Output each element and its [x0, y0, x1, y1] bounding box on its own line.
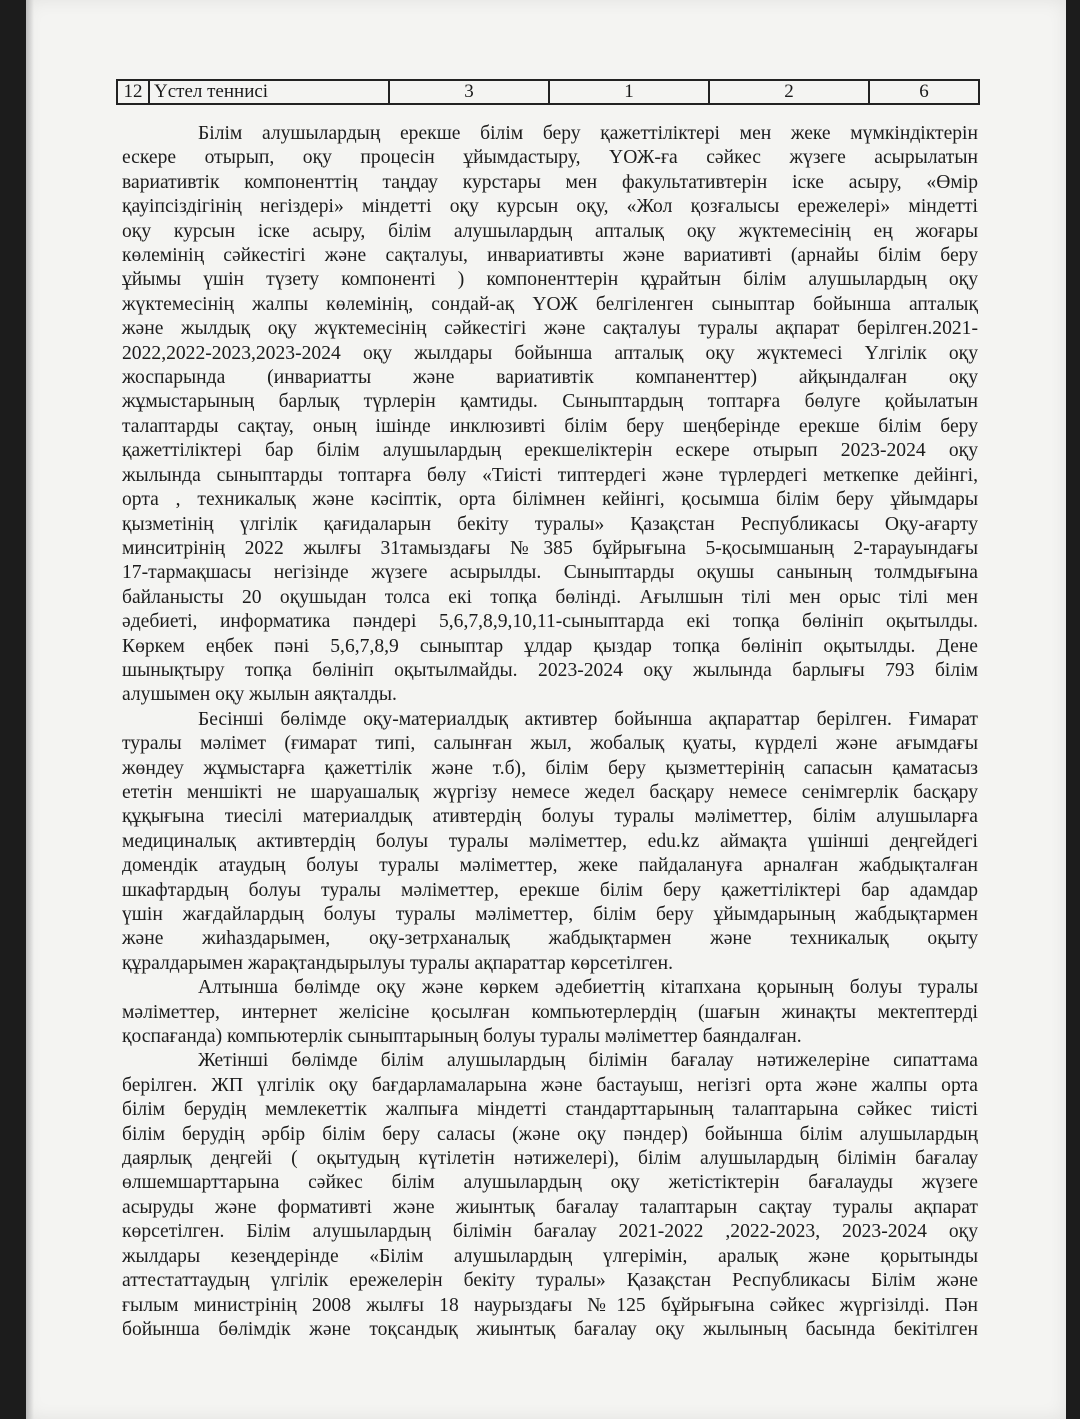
text-line: байланысты 20 оқушыдан толса екі топқа бөлінді. Ағылшын тілі мен орыс тілі мен — [122, 586, 978, 608]
text-line: және жиһаздарымен, оқу-зетрханалық жабдықтармен және техникалық оқыту — [122, 928, 978, 950]
text-line: оқу курсын іске асыру, білім алушылардың апталық оқу жүктемесінің ең жоғары — [122, 220, 978, 242]
subject-name-cell: Үстел теннисі — [149, 80, 389, 104]
text-line: өлшемшарттарына сәйкес білім алушылардың оқу жетістіктерін бағалауды жүзеге — [122, 1172, 978, 1194]
text-line: мәліметтер, интернет желісіне қосылған компьютерлердің (шағын жинақты мектептерді — [122, 1001, 978, 1023]
text-line: жылында сыныптарды топтарға бөлу «Тиісті типтердегі және түрлердегі меткепке дейінгі, — [122, 464, 978, 486]
value-cell: 6 — [869, 80, 979, 104]
text-line: аттестаттаудың үлгілік ережелерін бекіту туралы» Қазақстан Республикасы Білім және — [122, 1270, 978, 1292]
text-line: ескере отырып, оқу процесін ұйымдастыру, ҮОЖ-ға сәйкес жүзеге асырылатын — [122, 147, 978, 169]
text-line: домендік атаудың болуы туралы мәліметтер, жеке пайдалануға арналған жабдықталған — [122, 855, 978, 877]
text-line: жөндеу жұмыстарға қажеттілік және т.б), білім беру қызметтерінің сапасын қаматасыз — [122, 757, 978, 779]
text-line: минситрінің 2022 жылғы 31тамыздағы №385 бұйрығына 5-қосымшаның 2-тарауындағы — [122, 537, 978, 559]
text-line: шынықтыру топқа бөлініп оқытылмайды. 2023-2024 оқу жылында барлығы 793 білім — [122, 659, 978, 681]
text-line: Көркем еңбек пәні 5,6,7,8,9 сыныптар ұлдар қыздар топқа бөлініп оқытылды. Дене — [122, 635, 978, 657]
text-line: қауіпсіздігінің негіздері» міндетті оқу курсын оқу, «Жол қозғалысы ережелері» міндетті — [122, 196, 978, 218]
text-line: туралы мәлімет (ғимарат типі, салынған жыл, жобалық қуаты, күрделі және ағымдағы — [122, 733, 978, 755]
text-line: және жылдық оқу жүктемесінің сәйкестігі және сақталуы туралы ақпарат берілген.2021- — [122, 318, 978, 340]
text-line: Білім алушылардың ерекше білім беру қажеттіліктері мен жеке мүмкіндіктерін — [198, 123, 978, 144]
text-line: алушымен оқу жылын аяқталды. — [122, 684, 397, 706]
text-line: 2022,2022-2023,2023-2024 оқу жылдары бойынша апталық оқу жүктемесі Үлгілік оқу — [122, 342, 978, 364]
paragraph — [122, 122, 978, 708]
text-line: жұмыстарының барлық түрлерін қамтиды. Сыныптардың топтарға бөлуге қойылатын — [122, 391, 978, 413]
text-line: үшін жағдайлардың болуы туралы мәліметтер, білім беру ұйымдарының жабдықтармен — [122, 904, 978, 925]
subject-hours-table — [116, 79, 980, 105]
text-line: Бесінші бөлімде оқу-материалдық активтер бойынша ақпараттар берілген. Ғимарат — [198, 708, 978, 730]
value-cell: 2 — [709, 80, 869, 104]
text-line: қызметінің үлгілік қағидаларын бекіту туралы» Қазақстан Республикасы Оқу-ағарту — [122, 513, 978, 535]
text-line: бойынша бөлімдік және тоқсандық жиынтық бағалау оқу жылының басында бекітілген — [122, 1318, 978, 1340]
text-line: жоспарында (инвариатты және вариативтік компаненттер) айқындалған оқу — [122, 367, 978, 389]
text-line: талаптарды сақтау, оның ішінде инклюзивті білім беру шеңберінде ерекше білім беру — [122, 415, 978, 437]
text-line: жылдары кезеңдерінде «Білім алушылардың үлгерімін, аралық және қорытынды — [122, 1245, 978, 1267]
text-line: Алтынша бөлімде оқу және көркем әдебиеттің кітапхана қорының болуы туралы — [198, 977, 978, 999]
text-line: білім берудің мемлекеттік жалпыға міндетті стандарттарының талаптарына сәйкес тиісті — [122, 1099, 978, 1121]
value-cell: 1 — [549, 80, 709, 104]
text-line: Жетінші бөлімде білім алушылардың білімін бағалау нәтижелеріне сипаттама — [198, 1050, 978, 1072]
paragraph — [122, 1049, 978, 1342]
text-line: білім берудің әрбір білім беру саласы (және оқу пәндер) бойынша білім алушылардың — [122, 1123, 978, 1145]
text-line: асыруды және формативті және жиынтық бағалау талаптарын сақтау туралы ақпарат — [122, 1196, 978, 1218]
text-line: ғылым министрінің 2008 жылғы 18 наурыздағы №125 бұйрығына сәйкес жүргізілді. Пән — [122, 1294, 978, 1316]
text-line: жүктемесінің жалпы көлемінің, сондай-ақ ҮОЖ белгіленген сыныптар бойынша апталық — [122, 293, 978, 315]
text-line: құралдарымен жарақтандырылуы туралы ақпараттар көрсетілген. — [122, 952, 673, 974]
text-line: даярлық деңгейі ( оқытудың күтілетін нәтижелері), білім алушылардың білімін бағалау — [122, 1148, 978, 1170]
text-line: медициналық активтердің болуы туралы мәліметтер, edu.kz аймақта үшінші деңгейдегі — [122, 830, 978, 852]
text-line: орта , техникалық және кәсіптік, орта білімнен кейінгі, қосымша білім беру ұйымдары — [122, 489, 978, 511]
text-line: шкафтардың болуы туралы мәліметтер, ерекше білім беру қажеттіліктері бар адамдар — [122, 879, 978, 901]
document-page — [26, 0, 1066, 1419]
text-line: вариативтік компоненттің таңдау курстары мен факультативтерін іске асыру, «Өмір — [122, 171, 978, 193]
paragraph — [122, 976, 978, 1049]
paragraph — [122, 708, 978, 976]
document-body — [122, 122, 978, 1342]
row-number-cell: 12 — [117, 80, 149, 104]
text-line: ұйымы үшін түзету компоненті ) компоненттерін құрайтын білім алушылардың оқу — [122, 269, 978, 291]
text-line: қоспағанда) компьютерлік сыныптарының болуы туралы мәліметтер баяндалған. — [122, 1026, 802, 1048]
text-line: көлемінің сәйкестігі және сақталуы, инвариативты және вариативті (арнайы білім беру — [122, 245, 978, 267]
text-line: әдебиеті, информатика пәндері 5,6,7,8,9,10,11-сыныптарда екі топқа бөлініп оқытылды. — [122, 611, 978, 633]
text-line: құқығына тиесілі материалдық ативтердің болуы туралы мәліметтер, білім алушыларға — [122, 806, 978, 828]
value-cell: 3 — [389, 80, 549, 104]
text-line: 17-тармақшасы негізінде жүзеге асырылды. Сыныптарды оқушы санының толмдығына — [122, 562, 978, 584]
text-line: ететін меншікті не шаруашалық жүргізу немесе жедел басқару немесе сенімгерлік басқару — [122, 781, 978, 803]
table-row — [117, 80, 979, 104]
text-line: көрсетілген. Білім алушылардың білімін бағалау 2021-2022 ,2022-2023, 2023-2024 оқу — [122, 1221, 978, 1243]
text-line: берілген. ЖП үлгілік оқу бағдарламаларына және бастауыш, негізгі орта және жалпы орта — [122, 1074, 978, 1096]
text-line: қажеттіліктері бар білім алушылардың ерекшеліктерін ескере отырып 2023-2024 оқу — [122, 440, 978, 462]
